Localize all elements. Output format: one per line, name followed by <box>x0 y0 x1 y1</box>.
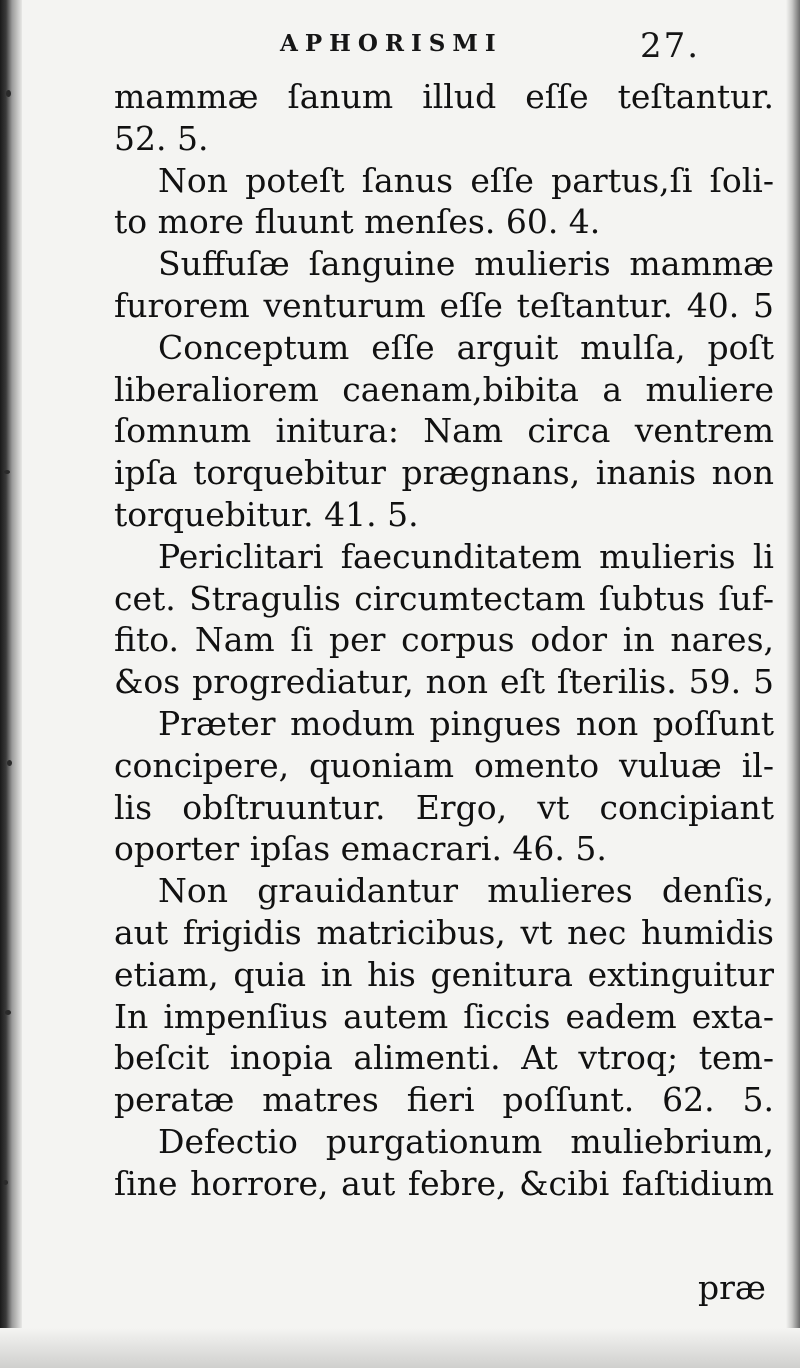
text-line: Præter modum pingues non poſſunt <box>158 703 774 743</box>
text-line: cet. Stragulis circumtectam ſubtus ſuf- <box>114 578 774 618</box>
text-line: furorem venturum eſſe teſtantur. 40. 5 <box>114 285 774 325</box>
text-line: Suffuſæ ſanguine mulieris mammæ <box>158 244 774 284</box>
text-line: to more fluunt menſes. 60. 4. <box>114 202 601 242</box>
page-gutter-shadow <box>0 0 22 1368</box>
ink-speck <box>3 1180 8 1185</box>
ink-speck <box>6 90 11 97</box>
page-header <box>280 26 770 66</box>
text-line: peratæ matres fieri poſſunt. 62. 5. <box>114 1080 774 1120</box>
text-line: lis obſtruuntur. Ergo, vt concipiant <box>114 787 774 827</box>
text-line: 52. 5. <box>114 118 209 158</box>
text-line: Non poteſt ſanus eſſe partus,ſi ſoli- <box>158 160 774 200</box>
text-line: liberaliorem caenam,bibita a muliere <box>114 369 774 409</box>
text-line: torquebitur. 41. 5. <box>114 494 419 534</box>
text-line: ſine horrore, aut febre, &cibi faſtidium <box>114 1163 774 1203</box>
page-number: 27. <box>640 26 701 66</box>
page-edge-shadow <box>786 0 800 1368</box>
text-line: Conceptum eſſe arguit mulſa, poſt <box>158 327 774 367</box>
ink-speck <box>7 760 12 766</box>
text-line: Non grauidantur mulieres denſis, <box>158 871 774 911</box>
text-line: In impenſius autem ſiccis eadem exta- <box>114 996 774 1036</box>
text-line: beſcit inopia alimenti. At vtroq; tem- <box>114 1038 774 1078</box>
body-text <box>114 76 774 1205</box>
text-line: fito. Nam ſi per corpus odor in nares, <box>114 620 774 660</box>
text-line: etiam, quia in his genitura extinguitur <box>114 954 774 994</box>
text-line: oporter ipſas emacrari. 46. 5. <box>114 829 607 869</box>
text-line: Periclitari faecunditatem mulieris li <box>158 536 774 576</box>
text-line: ſomnum initura: Nam circa ventrem <box>114 411 774 451</box>
running-title: APHORISMI <box>280 30 503 57</box>
text-line: mammæ ſanum illud eſſe teſtantur. <box>114 77 774 116</box>
ink-speck <box>4 470 10 474</box>
ink-speck <box>5 1010 11 1015</box>
catchword: præ <box>698 1268 766 1307</box>
page-bottom-shadow <box>0 1328 800 1368</box>
text-line: concipere, quoniam omento vuluæ il- <box>114 745 774 785</box>
text-line: ipſa torquebitur prægnans, inanis non <box>114 453 774 493</box>
text-line: Defectio purgationum muliebrium, <box>158 1121 774 1161</box>
text-line: &os progrediatur, non eſt ſterilis. 59. 5 <box>114 662 774 702</box>
text-line: aut frigidis matricibus, vt nec humidis <box>114 912 774 952</box>
